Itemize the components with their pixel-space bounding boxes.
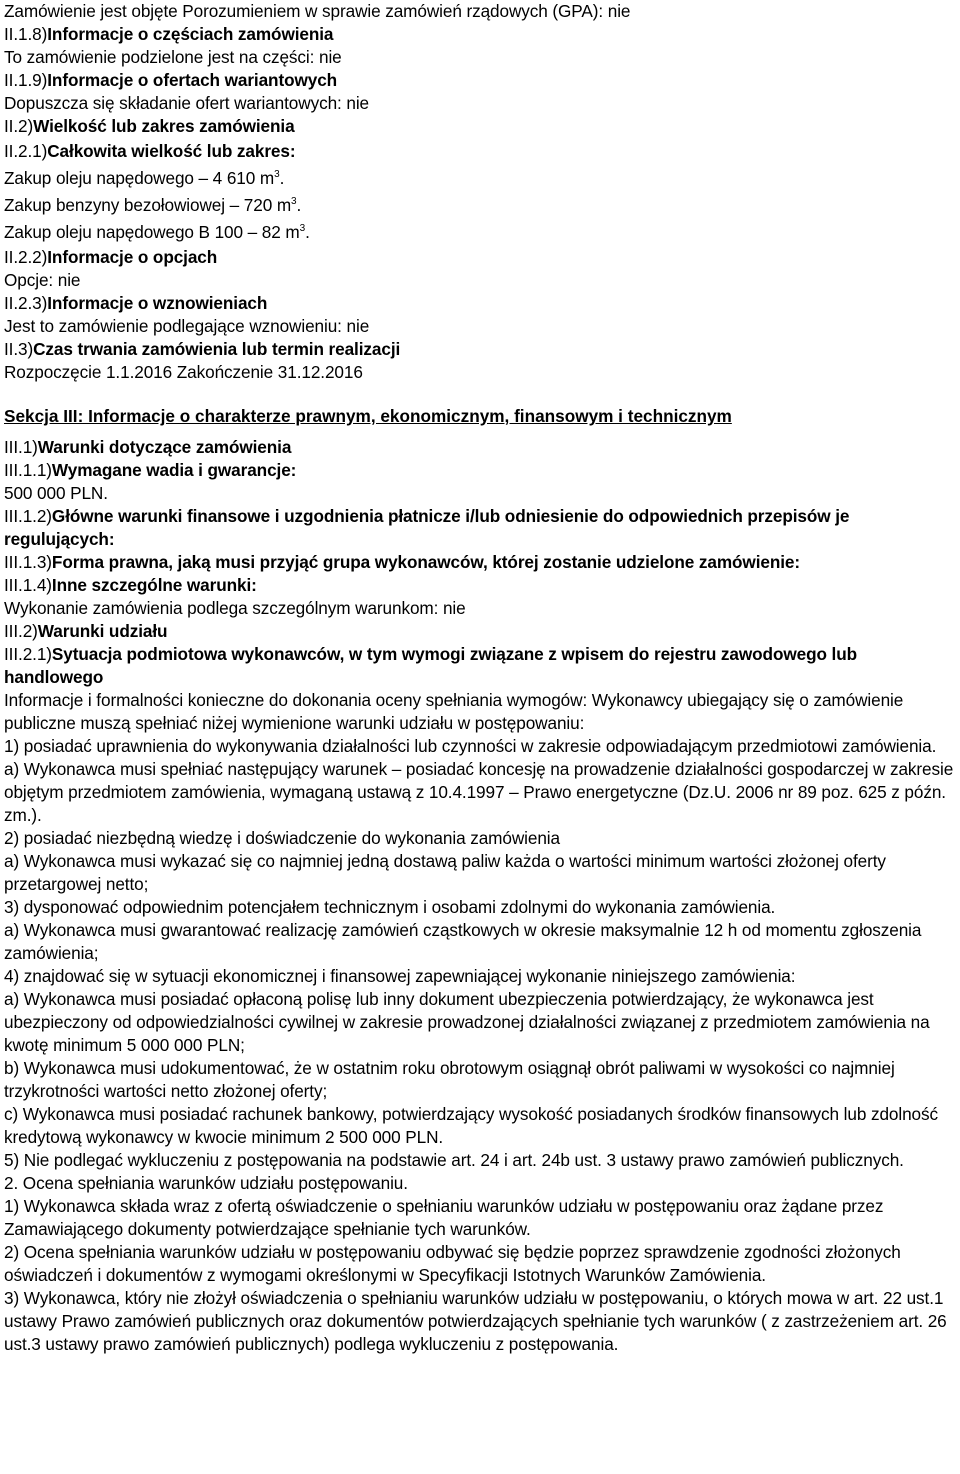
body-paragraph: a) Wykonawca musi spełniać następujący warunek – posiadać koncesję na prowadzenie działalności gospodarczej w zakresie objętym przedmiotem zamówienia, wymaganą ustawą z 10.4.1997 – Prawo energetyczne (Dz.U. 2006 nr 89 poz. 625 z późn. zm.). [4,759,954,825]
heading-ii-3 [4,338,958,361]
heading-iii-1-3 [4,551,958,574]
heading-ii-2-2 [4,246,958,269]
heading-number: II.1.8) [4,24,48,44]
heading-title: Informacje o ofertach wariantowych [47,70,338,90]
heading-ii-2 [4,115,958,138]
heading-iii-2-1 [4,643,958,689]
scope-after: . [279,168,285,188]
body-paragraph: 3) Wykonawca, który nie złożył oświadczenia o spełnianiu warunków udziału w postępowaniu, o których mowa w art. 22 ust.1 ustawy Prawo zamówień publicznych oraz dokumentów potwierdzających spełnianie tych warunków ( z zastrzeżeniem art. 26 ust.3 ustawy prawo zamówień publicznych) podlega wykluczeniu z postępowania. [4,1288,947,1354]
heading-title: Całkowita wielkość lub zakres: [47,141,296,161]
heading-number: III.1.2) [4,506,52,526]
scope-superscript: 3 [299,223,306,234]
heading-iii-1-1 [4,459,958,482]
body-paragraph: 4) znajdować się w sytuacji ekonomicznej i finansowej zapewniającej wykonanie niniejszego zamówienia: [4,966,796,986]
scope-after: . [305,222,310,242]
value-ii-2-3: Jest to zamówienie podlegające wznowieniu: nie [4,316,370,336]
body-paragraph: 3) dysponować odpowiednim potencjałem technicznym i osobami zdolnymi do wykonania zamówienia. [4,897,776,917]
heading-iii-1-2 [4,505,958,551]
scope-superscript: 3 [274,169,280,180]
heading-number: II.2.2) [4,247,48,267]
body-paragraph: c) Wykonawca musi posiadać rachunek bankowy, potwierdzający wysokość posiadanych środków finansowych lub zdolność kredytową wykonawcy w kwocie minimum 2 500 000 PLN. [4,1104,938,1147]
body-paragraph: 2. Ocena spełniania warunków udziału postępowaniu. [4,1173,408,1193]
value-ii-3: Rozpoczęcie 1.1.2016 Zakończenie 31.12.2016 [4,362,363,382]
heading-iii-2 [4,620,958,643]
value-ii-1-9: Dopuszcza się składanie ofert wariantowych: nie [4,93,370,113]
heading-number: III.1) [4,437,38,457]
scope-after: . [296,195,302,215]
heading-title: Informacje o wznowieniach [47,293,268,313]
scope-item [4,192,958,219]
heading-title: Główne warunki finansowe i uzgodnienia płatnicze i/lub odniesienie do odpowiednich przepisów je regulujących: [4,506,850,549]
body-paragraph: a) Wykonawca musi wykazać się co najmniej jedną dostawą paliw każda o wartości minimum wartości złożonej oferty przetargowej netto; [4,851,886,894]
scope-superscript: 3 [291,196,297,207]
heading-number: III.1.1) [4,460,52,480]
heading-title: Wielkość lub zakres zamówienia [33,116,295,136]
body-paragraph: a) Wykonawca musi gwarantować realizację zamówień cząstkowych w okresie maksymalnie 12 h od momentu zgłoszenia zamówienia; [4,920,922,963]
heading-title: Sytuacja podmiotowa wykonawców, w tym wymogi związane z wpisem do rejestru zawodowego lub handlowego [4,644,858,687]
scope-text: Zakup oleju napędowego – 4 610 m [4,168,275,188]
section-3-heading: Sekcja III: Informacje o charakterze prawnym, ekonomicznym, finansowym i technicznym [4,406,732,426]
scope-text: Zakup oleju napędowego B 100 – 82 m [4,222,300,242]
document-page [4,0,958,1356]
heading-number: III.2) [4,621,38,641]
heading-title: Warunki dotyczące zamówienia [37,437,292,457]
body-paragraph: 1) posiadać uprawnienia do wykonywania działalności lub czynności w zakresie odpowiadającym przedmiotowi zamówienia. [4,736,937,756]
heading-title: Informacje o opcjach [47,247,218,267]
value-iii-1-4: Wykonanie zamówienia podlega szczególnym warunkom: nie [4,598,466,618]
heading-ii-2-3 [4,292,958,315]
heading-number: II.1.9) [4,70,48,90]
body-paragraph: 5) Nie podlegać wykluczeniu z postępowania na podstawie art. 24 i art. 24b ust. 3 ustawy prawo zamówień publicznych. [4,1150,904,1170]
scope-text: Zakup benzyny bezołowiowej – 720 m [4,195,292,215]
heading-number: II.2.1) [4,141,48,161]
scope-item [4,219,958,246]
heading-title: Forma prawna, jaką musi przyjąć grupa wykonawców, której zostanie udzielone zamówienie: [51,552,800,572]
heading-title: Czas trwania zamówienia lub termin realizacji [33,339,401,359]
heading-ii-1-8 [4,23,958,46]
heading-title: Wymagane wadia i gwarancje: [51,460,297,480]
heading-number: III.1.3) [4,552,52,572]
heading-iii-1 [4,436,958,459]
heading-title: Informacje o częściach zamówienia [47,24,334,44]
heading-ii-2-1 [4,138,958,165]
body-paragraph: 1) Wykonawca składa wraz z ofertą oświadczenie o spełnianiu warunków udziału w postępowaniu oraz żądane przez Zamawiającego dokumenty potwierdzające spełnianie tych warunków. [4,1196,884,1239]
body-paragraph: 2) Ocena spełniania warunków udziału w postępowaniu odbywać się będzie poprzez sprawdzenie zgodności złożonych oświadczeń i dokumentów z wymogami określonymi w Specyfikacji Istotnych Warunków Zamówienia. [4,1242,901,1285]
body-paragraph: 2) posiadać niezbędną wiedzę i doświadczenie do wykonania zamówienia [4,828,560,848]
heading-number: II.2.3) [4,293,48,313]
body-paragraph: b) Wykonawca musi udokumentować, że w ostatnim roku obrotowym osiągnął obrót paliwami w wysokości co najmniej trzykrotności wartości netto złożonej oferty; [4,1058,895,1101]
heading-title: Warunki udziału [37,621,168,641]
heading-ii-1-9 [4,69,958,92]
heading-number: III.2.1) [4,644,52,664]
gpa-line: Zamówienie jest objęte Porozumieniem w sprawie zamówień rządowych (GPA): nie [4,1,631,21]
body-paragraph: a) Wykonawca musi posiadać opłaconą polisę lub inny dokument ubezpieczenia potwierdzający, że wykonawca jest ubezpieczony od odpowiedzialności cywilnej w zakresie prowadzonej działalności związanej z przedmiotem zamówienia na kwotę minimum 5 000 000 PLN; [4,989,930,1055]
heading-number: II.2) [4,116,34,136]
value-ii-1-8: To zamówienie podzielone jest na części: nie [4,47,342,67]
value-ii-2-2: Opcje: nie [4,270,81,290]
scope-item [4,165,958,192]
heading-number: II.3) [4,339,34,359]
heading-title: Inne szczególne warunki: [51,575,257,595]
heading-number: III.1.4) [4,575,52,595]
value-iii-1-1: 500 000 PLN. [4,483,108,503]
body-paragraph: Informacje i formalności konieczne do dokonania oceny spełniania wymogów: Wykonawcy ubiegający się o zamówienie publiczne muszą spełniać niżej wymienione warunki udziału w postępowaniu: [4,690,904,733]
heading-iii-1-4 [4,574,958,597]
